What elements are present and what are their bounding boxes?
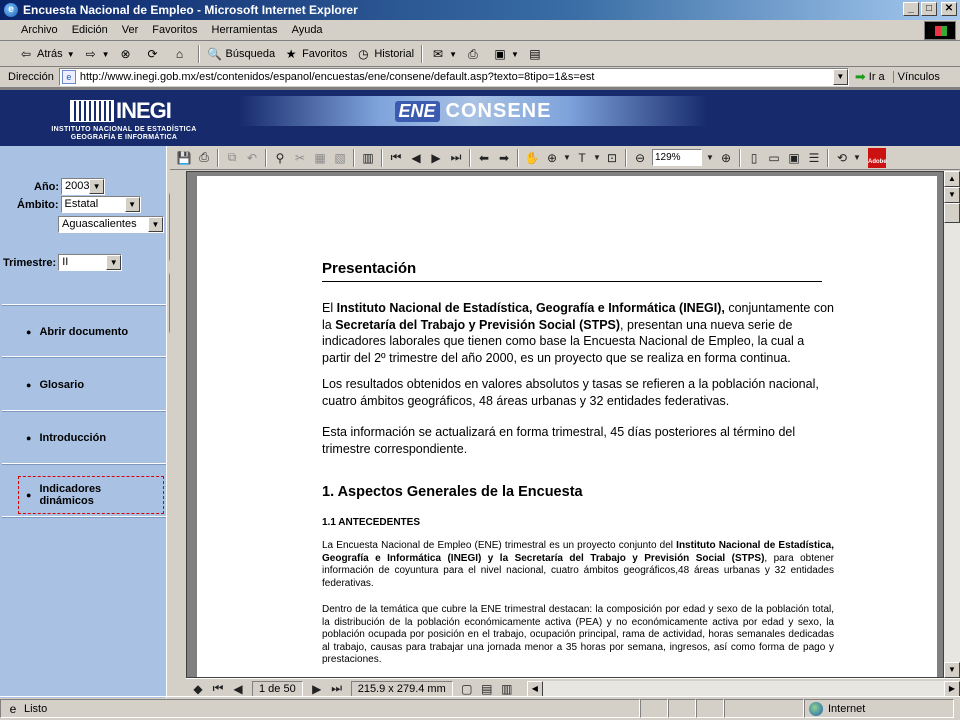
menu-herramientas[interactable]: Herramientas [211, 24, 278, 36]
p1-text-c: conjuntamente con la [322, 301, 834, 332]
refresh-icon: ⟳ [147, 47, 158, 61]
menu-ver[interactable]: Ver [121, 24, 139, 36]
favorites-button[interactable] [279, 44, 351, 65]
address-input[interactable] [59, 68, 849, 86]
consene-title: CONSENE [445, 99, 552, 122]
section-heading: 1. Aspectos Generales de la Encuesta [322, 484, 583, 500]
menu-edicion[interactable]: Edición [71, 24, 108, 36]
scroll-down-page-icon[interactable]: ▼ [944, 187, 960, 203]
scroll-right-icon[interactable]: ▶ [944, 681, 960, 697]
consene-banner [238, 96, 708, 126]
undo-icon[interactable]: ↶ [246, 150, 258, 165]
nav-open-document-label: Abrir documento [39, 326, 129, 338]
stop-icon: ⊗ [120, 47, 131, 61]
fit-page-icon[interactable]: ▭ [768, 150, 780, 165]
document-view[interactable] [186, 171, 944, 678]
nav-divider [2, 304, 166, 306]
left-panel [0, 146, 166, 698]
quarter-select[interactable] [58, 254, 122, 271]
stop-button[interactable] [114, 44, 141, 65]
page-icon: e [62, 70, 76, 84]
scope-label: Ámbito: [17, 198, 59, 211]
scope-row [17, 196, 141, 213]
vertical-scrollbar[interactable] [944, 171, 960, 678]
pdf-status-bar [186, 678, 960, 698]
go-arrow-icon: ➡ [854, 69, 866, 84]
text-select-dropdown-icon[interactable]: ▼ [593, 153, 601, 162]
ie-icon: e [4, 3, 18, 17]
address-dropdown-icon[interactable]: ▼ [833, 69, 848, 85]
page-size-readout: 215.9 x 279.4 mm [351, 681, 453, 697]
year-label: Año: [34, 180, 60, 193]
vertical-scroll-thumb[interactable] [944, 203, 960, 223]
go-label: Ir a [868, 71, 885, 83]
minimize-button[interactable]: _ [903, 2, 919, 16]
mail-button[interactable]: ✉ ▼ [426, 44, 461, 65]
windows-logo-icon [924, 21, 956, 40]
subsection-heading: 1.1 ANTECEDENTES [322, 517, 420, 528]
rotate-dropdown-icon[interactable]: ▼ [853, 153, 861, 162]
status-first-page-icon[interactable]: ⏮ [212, 681, 224, 695]
pdf-toolbar [170, 146, 960, 170]
save-icon[interactable]: 💾 [176, 150, 192, 165]
nav-glossary-label: Glosario [39, 379, 85, 391]
find-icon[interactable]: ⚲ [275, 150, 285, 165]
browser-status-bar [0, 696, 960, 720]
inegi-logo[interactable] [70, 98, 188, 124]
adobe-logo-icon[interactable]: Adobe [868, 148, 886, 168]
actual-size-icon[interactable]: ▯ [750, 150, 758, 165]
inegi-subtitle-line-2: GEOGRAFÍA E INFORMÁTICA [70, 134, 178, 141]
scope-dropdown-icon: ▼ [125, 197, 140, 212]
history-icon: ◷ [358, 47, 369, 61]
toolbar-separator [421, 45, 423, 63]
page-status-icon: e [9, 701, 17, 716]
home-button[interactable] [168, 44, 195, 65]
zoom-tool-icon[interactable]: ⊕ [546, 150, 558, 165]
zoom-field[interactable]: 129% [652, 149, 702, 166]
favorites-label: Favoritos [302, 48, 348, 60]
status-previous-page-icon[interactable]: ◀ [233, 681, 243, 696]
forward-button[interactable] [79, 44, 114, 65]
quarter-dropdown-icon: ▼ [106, 255, 121, 270]
status-menu-icon[interactable]: ◆ [193, 681, 203, 696]
print-icon: ⎙ [468, 47, 478, 61]
pane-toggle-icon[interactable]: ▥ [362, 150, 374, 165]
bullet-icon: ● [26, 327, 32, 337]
paragraph-2: Los resultados obtenidos en valores absolutos y tasas se refieren a la población nacional, cuatro ámbitos geográficos, 48 áreas urbanas y 32 entidades federativas. [322, 377, 819, 408]
address-bar [0, 67, 960, 88]
favorites-icon: ★ [285, 47, 297, 61]
refresh-button[interactable] [141, 44, 168, 65]
site-banner [0, 90, 960, 146]
back-button[interactable] [14, 44, 79, 65]
inegi-logo-text: INEGI [116, 98, 171, 123]
state-select[interactable] [58, 216, 164, 233]
zoom-in-icon[interactable]: ⊕ [720, 150, 732, 165]
status-text: Listo [24, 702, 48, 715]
edit-icon: ▣ [494, 47, 506, 61]
p1-text-e: , presentan una nueva serie de indicadores laborales que tienen como base la Encuesta Nacional de Empleo, la cual a partir del 2º trimestre del año 2000, es un proyecto que se realiza en forma continua. [322, 317, 805, 365]
paragraph-3: Esta información se actualizará en forma trimestral, 45 días posteriores al término del trimestre correspondiente. [322, 425, 796, 456]
nav-divider [2, 463, 166, 465]
p1-inegi: Instituto Nacional de Estadística, Geografía e Informática (INEGI), [336, 301, 725, 315]
inegi-subtitle [44, 126, 204, 142]
home-icon: ⌂ [175, 47, 184, 61]
document-title: Presentación [322, 260, 822, 282]
menu-ayuda[interactable]: Ayuda [291, 24, 323, 36]
zoom-out-icon[interactable]: ⊖ [634, 150, 646, 165]
print-button[interactable] [461, 44, 488, 65]
text-select-icon[interactable]: T [578, 150, 586, 165]
menu-archivo[interactable]: Archivo [21, 24, 58, 36]
zoom-dropdown-icon[interactable]: ▼ [706, 153, 714, 162]
back-arrow-icon: ⇦ [20, 47, 32, 61]
menu-bar [0, 20, 960, 41]
search-label: Búsqueda [225, 48, 276, 60]
window-title-bar [0, 0, 960, 20]
forward-arrow-icon: ⇨ [85, 47, 96, 61]
bullet-icon: ● [26, 380, 32, 390]
standard-toolbar [0, 42, 960, 67]
toolbar-separator [198, 45, 200, 63]
status-last-page-icon[interactable]: ⏭ [331, 681, 343, 695]
state-row [58, 216, 164, 233]
next-page-icon[interactable]: ▶ [431, 150, 441, 165]
menu-favoritos[interactable]: Favoritos [152, 24, 198, 36]
scroll-up-icon[interactable]: ▲ [944, 171, 960, 187]
hand-tool-icon[interactable]: ✋ [524, 150, 540, 165]
continuous-icon[interactable]: ▤ [481, 681, 493, 696]
previous-view-icon[interactable]: ⬅ [478, 150, 490, 165]
quarter-row [3, 254, 122, 271]
close-button[interactable]: ✕ [941, 2, 957, 16]
back-dropdown-icon[interactable]: ▼ [66, 49, 75, 59]
year-dropdown-icon: ▼ [89, 179, 104, 194]
zone-text: Internet [828, 702, 866, 715]
nav-open-document[interactable] [26, 326, 128, 338]
next-view-icon[interactable]: ➡ [498, 150, 510, 165]
state-value: Aguascalientes [62, 218, 137, 230]
go-button[interactable] [855, 69, 885, 85]
nav-dynamic-indicators[interactable] [18, 476, 164, 514]
reflow-icon[interactable]: ☰ [808, 150, 820, 165]
zoom-tool-dropdown-icon[interactable]: ▼ [563, 153, 571, 162]
inegi-logo-mark-icon [70, 100, 114, 122]
single-page-icon[interactable]: ▢ [461, 681, 473, 696]
nav-glossary[interactable] [26, 379, 84, 391]
inegi-subtitle-line-1: INSTITUTO NACIONAL DE ESTADÍSTICA [51, 126, 197, 133]
address-label: Dirección [8, 71, 54, 83]
page-number-field[interactable]: 1 de 50 [252, 681, 303, 697]
search-icon: 🔍 [207, 47, 222, 61]
window-title: Encuesta Nacional de Empleo - Microsoft Internet Explorer [23, 3, 358, 17]
bullet-icon: ● [26, 433, 32, 443]
search-button[interactable] [203, 44, 280, 65]
print-pdf-icon[interactable]: ⎙ [199, 150, 209, 164]
facing-icon[interactable]: ▥ [501, 681, 513, 696]
bullet-icon: ● [26, 490, 32, 500]
nav-introduction[interactable] [26, 432, 106, 444]
s1-institutions: Instituto Nacional de Estadística, Geografía e Informática (INEGI) y la Secretaría del Trabajo y Previsión Social (STPS) [322, 540, 835, 564]
security-zone [804, 699, 954, 718]
back-label: Atrás [37, 48, 63, 60]
rotate-icon[interactable]: ⟲ [836, 150, 848, 165]
mail-icon: ✉ [433, 47, 444, 61]
snapshot-icon[interactable]: ⊡ [606, 150, 618, 165]
year-row [34, 178, 105, 195]
paste-icon[interactable]: ▦ [314, 150, 326, 165]
horizontal-scrollbar[interactable] [527, 681, 960, 697]
scope-value: Estatal [64, 198, 99, 210]
pdf-page [197, 176, 937, 678]
nav-divider [2, 410, 166, 412]
s1-text-a: La Encuesta Nacional de Empleo (ENE) trimestral es un proyecto conjunto del [322, 540, 677, 551]
links-button[interactable]: Vínculos [893, 71, 940, 83]
last-page-icon[interactable]: ⏭ [450, 150, 462, 164]
paragraph-antecedentes-1 [322, 540, 834, 590]
s1-text-c: , para obtener información de coyuntura para el nivel nacional, cuatro ámbitos geográficos,48 áreas urbanas y 32 entidades federativas. [322, 552, 834, 589]
p1-text-a: El [322, 301, 337, 315]
paragraph-antecedentes-2: Dentro de la temática que cubre la ENE trimestral destacan: la composición por edad y sexo de la población total, la distribución de la población económicamente activa (PEA) y no económicamente activa por edad y sexo, la población ocupada por posición en el trabajo, ocupación principal, rama de actividad, horas semanales dedicadas al trabajo, causas para trabajar una jornada menor a 35 horas por semana, ingresos, así como forma de pago y prestaciones. [322, 604, 834, 665]
first-page-icon[interactable]: ⏮ [390, 150, 402, 164]
paragraph-1 [322, 300, 834, 366]
status-next-page-icon[interactable]: ▶ [312, 681, 322, 696]
discuss-button[interactable] [523, 44, 550, 65]
state-dropdown-icon: ▼ [148, 217, 163, 232]
nav-dynamic-indicators-label: Indicadores dinámicos [39, 483, 102, 507]
fit-width-icon[interactable]: ▣ [788, 150, 800, 165]
history-button[interactable] [351, 44, 418, 65]
nav-divider [2, 516, 166, 518]
scope-select[interactable] [61, 196, 141, 213]
scroll-left-icon[interactable]: ◀ [527, 681, 543, 697]
nav-introduction-label: Introducción [39, 432, 107, 444]
clipboard-icon[interactable]: ▧ [334, 150, 346, 165]
scroll-down-icon[interactable]: ▼ [944, 662, 960, 678]
pdf-viewer [170, 146, 960, 698]
browser-content [0, 88, 960, 696]
address-url: http://www.inegi.gob.mx/est/contenidos/espanol/encuestas/ene/consene/default.asp?texto=8tipo=1&s=est [79, 71, 595, 83]
status-left [0, 699, 640, 718]
quarter-label: Trimestre: [3, 256, 57, 269]
globe-icon [809, 702, 823, 716]
previous-page-icon[interactable]: ◀ [411, 150, 421, 165]
discuss-icon: ▤ [529, 47, 541, 61]
history-label: Historial [374, 48, 415, 60]
copy-icon[interactable]: ⧉ [227, 150, 237, 164]
maximize-button[interactable]: □ [921, 2, 937, 16]
quarter-value: II [62, 256, 69, 268]
edit-button[interactable]: ▣ ▼ [488, 44, 523, 65]
nav-divider [2, 356, 166, 358]
year-select[interactable] [61, 178, 105, 195]
year-value: 2003 [65, 180, 90, 192]
ene-logo: ENE [395, 101, 440, 122]
p1-stps: Secretaría del Trabajo y Previsión Social (STPS) [335, 317, 621, 332]
forward-dropdown-icon[interactable]: ▼ [101, 49, 110, 59]
cut-icon[interactable]: ✂ [294, 150, 306, 165]
